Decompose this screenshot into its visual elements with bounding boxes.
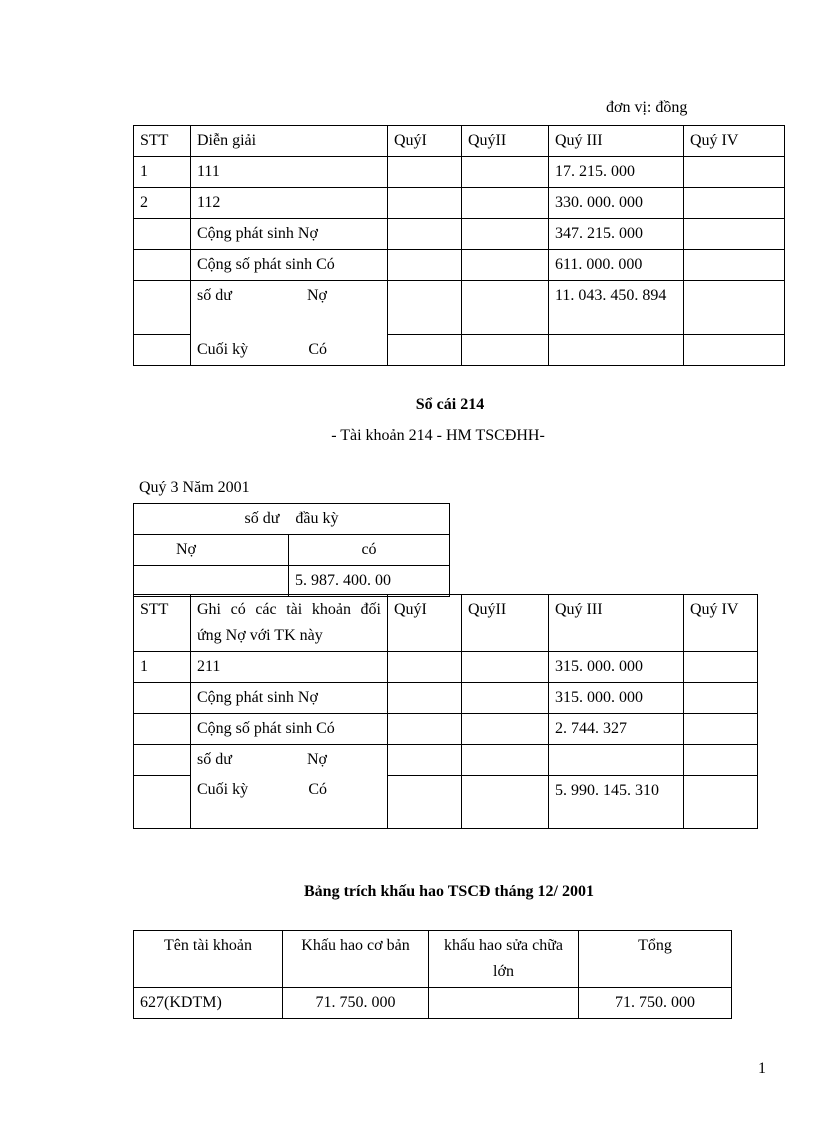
header-stt: STT [134, 595, 191, 652]
opening-balance-table [133, 503, 450, 597]
cell-q3: 611. 000. 000 [549, 250, 684, 281]
cell-basic: 71. 750. 000 [283, 988, 429, 1019]
ledger-table-1 [133, 125, 785, 366]
cell-q4 [684, 219, 785, 250]
cell-description: Cộng phát sinh Nợ [191, 219, 388, 250]
cell-q4 [684, 157, 785, 188]
cell-stt [134, 714, 191, 745]
cell-q2 [462, 776, 549, 829]
cell-q2 [462, 157, 549, 188]
depreciation-title: Bảng trích khấu hao TSCĐ tháng 12/ 2001 [304, 883, 594, 900]
cuoi-ky-label: Cuối kỳ [197, 341, 249, 358]
cell-q4 [684, 776, 758, 829]
table-header-row [134, 126, 785, 157]
cell-balance-label [191, 745, 388, 829]
cell-q1 [388, 334, 462, 365]
cell-stt: 1 [134, 652, 191, 683]
co-label: Có [308, 781, 327, 798]
cell-stt [134, 281, 191, 335]
header-q1: QuýI [388, 126, 462, 157]
so-du-label: số dư [197, 751, 232, 768]
cell-q1 [388, 188, 462, 219]
balance-row-debit [134, 281, 785, 335]
cell-q1 [388, 250, 462, 281]
cell-q2 [462, 652, 549, 683]
header-major-repair: khấu hao sửa chữa lớn [429, 931, 579, 988]
cell-q1 [388, 776, 462, 829]
table-row [134, 219, 785, 250]
header-account-name: Tên tài khoản [134, 931, 283, 988]
header-q4: Quý IV [684, 595, 758, 652]
cell-description: Cộng phát sinh Nợ [191, 683, 388, 714]
cell-q2 [462, 714, 549, 745]
table-row [134, 714, 758, 745]
cell-q4 [684, 281, 785, 335]
cell-q4 [684, 714, 758, 745]
cell-description: 211 [191, 652, 388, 683]
opening-co-value: 5. 987. 400. 00 [289, 566, 450, 597]
cell-q4 [684, 683, 758, 714]
cell-q3: 315. 000. 000 [549, 652, 684, 683]
co-label: Có [308, 341, 327, 358]
opening-co-label: có [289, 535, 450, 566]
no-label: Nợ [306, 751, 327, 768]
cell-q3-credit-balance: 5. 990. 145. 310 [549, 776, 684, 829]
cell-q1 [388, 157, 462, 188]
table-row [134, 188, 785, 219]
cell-stt [134, 334, 191, 365]
cell-major-repair [429, 988, 579, 1019]
cell-q4 [684, 652, 758, 683]
so-du-label: số dư [197, 287, 232, 304]
table-row [134, 250, 785, 281]
cell-q1 [388, 745, 462, 776]
table-row [134, 988, 732, 1019]
page-number: 1 [758, 1060, 766, 1077]
cell-q3 [549, 334, 684, 365]
header-q4: Quý IV [684, 126, 785, 157]
header-q2: QuýII [462, 595, 549, 652]
cell-q3 [549, 745, 684, 776]
cell-q3: 330. 000. 000 [549, 188, 684, 219]
cell-q2 [462, 250, 549, 281]
opening-no-value [134, 566, 289, 597]
balance-row-debit [134, 745, 758, 776]
cell-stt [134, 776, 191, 829]
cell-q2 [462, 334, 549, 365]
cell-q1 [388, 683, 462, 714]
cell-q3: 347. 215. 000 [549, 219, 684, 250]
unit-label: đơn vị: đồng [606, 99, 688, 116]
depreciation-table [133, 930, 732, 1019]
cell-q2 [462, 745, 549, 776]
cell-stt [134, 745, 191, 776]
header-q2: QuýII [462, 126, 549, 157]
cell-q4 [684, 250, 785, 281]
cell-balance-label [191, 281, 388, 366]
header-total: Tổng [579, 931, 732, 988]
cell-account: 627(KDTM) [134, 988, 283, 1019]
cell-q3: 2. 744. 327 [549, 714, 684, 745]
ledger-table-2 [133, 594, 758, 829]
cell-stt [134, 683, 191, 714]
cell-description: Cộng số phát sinh Có [191, 714, 388, 745]
cell-q3: 17. 215. 000 [549, 157, 684, 188]
header-q3: Quý III [549, 595, 684, 652]
cell-q2 [462, 188, 549, 219]
ledger-subtitle: - Tài khoản 214 - HM TSCĐHH- [331, 427, 545, 444]
cell-stt: 2 [134, 188, 191, 219]
cell-q4 [684, 745, 758, 776]
header-description: Diễn giải [191, 126, 388, 157]
ledger-period: Quý 3 Năm 2001 [139, 479, 250, 496]
header-q3: Quý III [549, 126, 684, 157]
cell-total: 71. 750. 000 [579, 988, 732, 1019]
cell-description: Cộng số phát sinh Có [191, 250, 388, 281]
cell-q1 [388, 281, 462, 335]
table-header-row [134, 931, 732, 988]
header-q1: QuýI [388, 595, 462, 652]
cell-q1 [388, 219, 462, 250]
cell-q1 [388, 652, 462, 683]
cell-q4 [684, 188, 785, 219]
header-basic-depreciation: Khấu hao cơ bản [283, 931, 429, 988]
header-description: Ghi có các tài khoản đối ứng Nợ với TK này [191, 595, 388, 652]
cell-description: 111 [191, 157, 388, 188]
table-row [134, 683, 758, 714]
cell-description: 112 [191, 188, 388, 219]
table-row [134, 157, 785, 188]
table-header-row [134, 595, 758, 652]
opening-balance-header: số dư đầu kỳ [134, 504, 450, 535]
cell-q3-debit-balance: 11. 043. 450. 894 [549, 281, 684, 335]
opening-no-label: Nợ [134, 535, 289, 566]
cell-q2 [462, 219, 549, 250]
table-row [134, 652, 758, 683]
ledger-title: Sổ cái 214 [415, 396, 485, 413]
cuoi-ky-label: Cuối kỳ [197, 781, 249, 798]
header-stt: STT [134, 126, 191, 157]
cell-q4 [684, 334, 785, 365]
cell-q2 [462, 683, 549, 714]
cell-q3: 315. 000. 000 [549, 683, 684, 714]
cell-stt [134, 219, 191, 250]
no-label: Nợ [306, 287, 327, 304]
cell-stt: 1 [134, 157, 191, 188]
cell-q1 [388, 714, 462, 745]
cell-q2 [462, 281, 549, 335]
cell-stt [134, 250, 191, 281]
